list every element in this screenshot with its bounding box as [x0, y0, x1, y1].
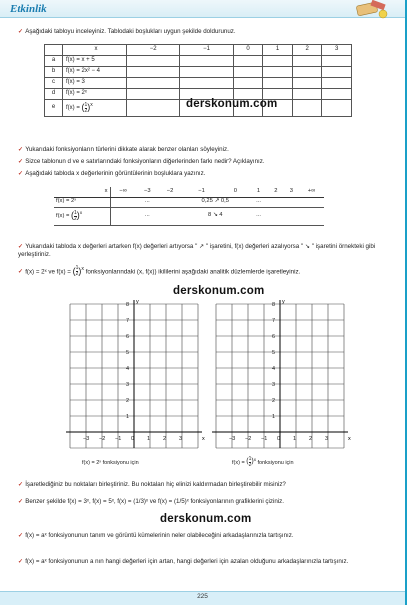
x-tick-label: 0 — [131, 436, 135, 442]
y-tick-label: 2 — [125, 398, 129, 404]
table-header-row — [45, 45, 352, 56]
check-icon: ✓ — [18, 498, 24, 505]
question-6: ✓ İşaretlediğiniz bu noktaları birleştiriniz. Bu noktaları hiç elinizi kaldırmadan birleştirebilir misiniz? — [18, 481, 286, 488]
x-tick-label: 1 — [293, 436, 297, 442]
x-tick-label: 0 — [277, 436, 281, 442]
page-number: 225 — [197, 593, 208, 600]
question-7: ✓ Benzer şekilde f(x) = 3ˣ, f(x) = 5ˣ, f(x) = (1/3)ˣ ve f(x) = (1/5)ˣ fonksiyonlarının grafiklerini çiziniz. — [18, 498, 284, 505]
fraction: $\frac{1}{2}$ — [73, 209, 77, 222]
table-col-header: −2 — [127, 45, 180, 56]
table-row — [45, 78, 352, 89]
x-tick-label: −2 — [245, 436, 252, 442]
table-col-header: 2 — [292, 45, 322, 56]
blank-cell[interactable] — [292, 89, 322, 100]
watermark: derskonum.com — [160, 513, 252, 525]
table-col-header: −1 — [181, 187, 221, 197]
table-col-header: −2 — [159, 187, 182, 197]
y-tick-label: 4 — [125, 366, 129, 372]
blank-cell[interactable] — [233, 78, 263, 89]
table-row: f(x) = 2ˣ ... 0,25 ↗ 0,5 ... — [54, 197, 324, 207]
x-tick-label: 2 — [163, 436, 167, 442]
check-icon: ✓ — [18, 158, 24, 165]
y-tick-label: 5 — [125, 350, 129, 356]
x-tick-label: 2 — [309, 436, 313, 442]
table-col-header: 3 — [284, 187, 300, 197]
row-label: b — [45, 67, 63, 78]
check-icon: ✓ — [18, 28, 24, 35]
question-2: ✓ Sizce tablonun d ve e satırlarındaki fonksiyonların diğerlerinden farkı nedir? Açıklayınız. — [18, 158, 265, 165]
table-row: f(x) = ( $\frac{1}{2}$ )$^x$ ... 8 ↘ 4 ... — [54, 207, 324, 225]
table-col-header: 3 — [322, 45, 352, 56]
blank-cell[interactable] — [180, 67, 233, 78]
row-function: f(x) = 2ˣ — [54, 197, 110, 207]
row-function: f(x) = 2ˣ — [63, 89, 127, 100]
blank-cell[interactable] — [292, 78, 322, 89]
blank-cell[interactable] — [180, 56, 233, 67]
check-icon: ✓ — [18, 558, 24, 565]
table-col-header: 2 — [268, 187, 284, 197]
table-col-header: 0 — [222, 187, 249, 197]
table-col-header: +∞ — [299, 187, 324, 197]
y-tick-label: 6 — [125, 334, 129, 340]
blank-cell[interactable] — [292, 67, 322, 78]
table-header-row — [54, 187, 324, 197]
table-col-header: −∞ — [110, 187, 136, 197]
blank-cell[interactable] — [127, 100, 180, 117]
table-col-header: −3 — [136, 187, 159, 197]
blank-cell[interactable] — [127, 89, 180, 100]
y-tick-label: 1 — [125, 414, 129, 420]
y-tick-label: 7 — [271, 318, 275, 324]
row-label: c — [45, 78, 63, 89]
check-icon: ✓ — [18, 146, 24, 153]
x-axis-label: x — [202, 436, 205, 442]
question-3: ✓ Aşağıdaki tabloda x değerlerinin görüntülerinin boşluklara yazınız. — [18, 170, 206, 177]
table-row — [45, 56, 352, 67]
x-tick-label: 3 — [179, 436, 183, 442]
stationery-icon — [351, 0, 391, 20]
blank-cell[interactable] — [127, 56, 180, 67]
x-tick-label: 3 — [325, 436, 329, 442]
blank-cell[interactable] — [292, 56, 322, 67]
question-4: ✓ Yukarıdaki tabloda x değerleri artarken f(x) değerleri artıyorsa " ↗ " işaretini, f(x) değerleri azalıyorsa " ↘ " işaretini örnekteki gibi yerleştiriniz. — [18, 243, 376, 258]
table-col-header: 0 — [233, 45, 263, 56]
row-label: e — [45, 100, 63, 117]
blank-cell[interactable] — [180, 78, 233, 89]
blank-cell[interactable] — [233, 67, 263, 78]
blank-cell[interactable] — [322, 100, 352, 117]
fraction: $\frac{1}{2}$ — [75, 265, 79, 278]
row-label: d — [45, 89, 63, 100]
blank-cell[interactable] — [233, 56, 263, 67]
graph-caption-right: f(x) = ( $\frac{1}{2}$ )$^x$ fonksiyonu için — [232, 456, 294, 468]
coordinate-plane-left[interactable] — [60, 298, 205, 458]
row-function: f(x) = ( $\frac{1}{2}$ )$^x$ — [63, 100, 127, 117]
y-tick-label: 3 — [125, 382, 129, 388]
x-tick-label: −1 — [115, 436, 122, 442]
y-tick-label: 8 — [125, 302, 129, 308]
activity-title: Etkinlik — [10, 3, 47, 15]
y-axis-label: y — [136, 299, 139, 305]
activity-header — [0, 0, 405, 18]
check-icon: ✓ — [18, 481, 24, 488]
coordinate-plane-right[interactable] — [206, 298, 351, 458]
y-tick-label: 6 — [271, 334, 275, 340]
row-label: a — [45, 56, 63, 67]
check-icon: ✓ — [18, 532, 24, 539]
blank-cell[interactable] — [292, 100, 322, 117]
question-1: ✓ Yukarıdaki fonksiyonların türlerini dikkate alarak benzer olanları söyleyiniz. — [18, 146, 229, 153]
blank-cell[interactable] — [263, 56, 293, 67]
question-8: ✓ f(x) = aˣ fonksiyonunun tanım ve görüntü kümelerinin neler olabileceğini arkadaşlarınızla tartışınız. — [18, 532, 294, 539]
y-tick-label: 3 — [271, 382, 275, 388]
table-col-header: −1 — [180, 45, 233, 56]
blank-cell[interactable] — [263, 78, 293, 89]
graph-caption-left: f(x) = 2ˣ fonksiyonu için — [82, 460, 139, 466]
watermark: derskonum.com — [186, 98, 278, 110]
table-col-header: 1 — [249, 187, 268, 197]
question-5: ✓ f(x) = 2ˣ ve f(x) = ( $\frac{1}{2}$ )$^x$ fonksiyonlarındaki (x, f(x)) ikililerini aşağıdaki analitik düzlemlerde işaretleyiniz. — [18, 265, 301, 278]
blank-cell[interactable] — [322, 67, 352, 78]
blank-cell[interactable] — [322, 56, 352, 67]
check-icon: ✓ — [18, 170, 24, 177]
x-tick-label: 1 — [147, 436, 151, 442]
row-function: f(x) = ( $\frac{1}{2}$ )$^x$ — [54, 207, 110, 225]
table-corner-x: x — [63, 45, 127, 56]
y-tick-label: 8 — [271, 302, 275, 308]
watermark: derskonum.com — [173, 285, 265, 297]
x-tick-label: −3 — [83, 436, 90, 442]
question-9: ✓ f(x) = aˣ fonksiyonunun a nın hangi değerleri için artan, hangi değerleri için azalan olduğunu arkadaşlarınızla tartışınız. — [18, 558, 349, 565]
x-tick-label: −3 — [229, 436, 236, 442]
row-function: f(x) = 2x² − 4 — [63, 67, 127, 78]
check-icon: ✓ — [18, 243, 24, 250]
table-row — [45, 67, 352, 78]
x-tick-label: −1 — [261, 436, 268, 442]
blank-cell[interactable] — [322, 78, 352, 89]
y-tick-label: 4 — [271, 366, 275, 372]
images-table — [54, 187, 324, 226]
check-icon: ✓ — [18, 268, 24, 276]
y-tick-label: 7 — [125, 318, 129, 324]
y-tick-label: 5 — [271, 350, 275, 356]
row-function: f(x) = 3 — [63, 78, 127, 89]
table-corner-x: x — [54, 187, 110, 197]
blank-cell[interactable] — [127, 67, 180, 78]
blank-cell[interactable] — [322, 89, 352, 100]
x-axis-label: x — [348, 436, 351, 442]
y-tick-label: 1 — [271, 414, 275, 420]
fraction: $\frac{1}{2}$ — [84, 101, 88, 114]
blank-cell[interactable] — [127, 78, 180, 89]
blank-cell[interactable] — [263, 67, 293, 78]
intro-text: ✓ Aşağıdaki tabloyu inceleyiniz. Tablodaki boşlukları uygun şekilde doldurunuz. — [18, 28, 236, 35]
y-tick-label: 2 — [271, 398, 275, 404]
row-function: f(x) = x + 5 — [63, 56, 127, 67]
x-tick-label: −2 — [99, 436, 106, 442]
table-col-header: 1 — [263, 45, 293, 56]
y-axis-label: y — [282, 299, 285, 305]
